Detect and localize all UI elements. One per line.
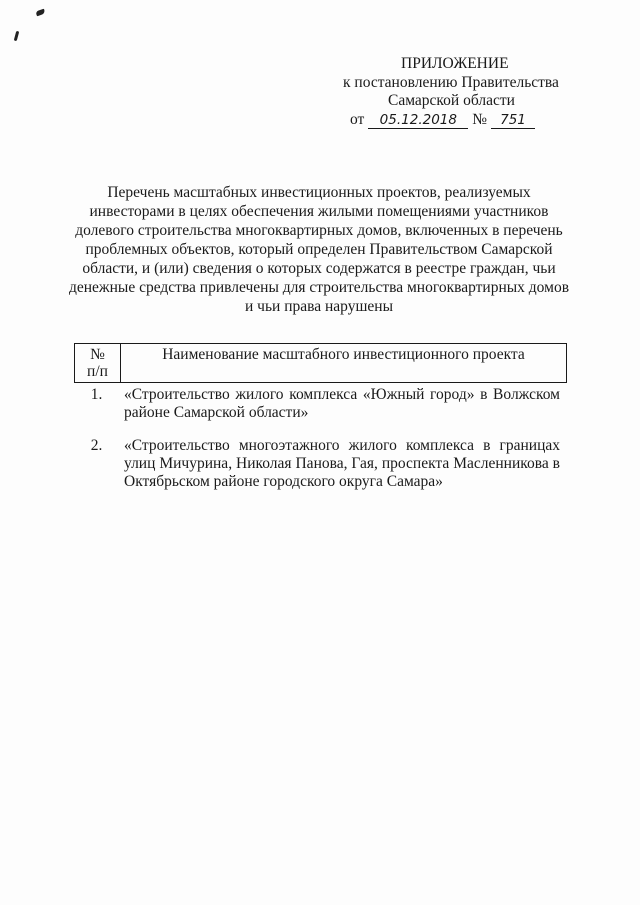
- title-line: денежные средства привлечены для строительства многоквартирных домов: [68, 279, 570, 296]
- header-number-cell: [75, 344, 121, 382]
- appendix-title: ПРИЛОЖЕНИЕ: [401, 55, 509, 72]
- table-header: [74, 343, 567, 383]
- appendix-date-line: [330, 111, 570, 130]
- date-prefix: от: [350, 110, 365, 128]
- title-line: инвесторами в целях обеспечения жилыми помещениями участников: [89, 203, 549, 220]
- appendix-region-line: Самарской области: [388, 92, 515, 109]
- scan-speck: [35, 9, 45, 17]
- row-project-name: «Строительство многоэтажного жилого комплекса в границах улиц Мичурина, Николая Панова, Гая, проспекта Масленникова в Октябрьском районе городского округа Самара»: [124, 437, 560, 490]
- row-number: 2.: [90, 437, 103, 454]
- title-line: долевого строительства многоквартирных домов, включенных в перечень: [75, 222, 563, 239]
- title-line: и чьи права нарушены: [245, 298, 393, 315]
- header-number-abbrev: п/п: [87, 363, 108, 380]
- scan-speck: [14, 31, 19, 41]
- table-row: [74, 437, 565, 491]
- number-handwritten: 751: [491, 113, 535, 129]
- table-row: [74, 386, 565, 422]
- row-project-name: «Строительство жилого комплекса «Южный город» в Волжском районе Самарской области»: [124, 386, 560, 421]
- header-number-symbol: №: [90, 346, 105, 363]
- header-name-cell: Наименование масштабного инвестиционного проекта: [162, 346, 525, 363]
- title-line: области, и (или) сведения о которых содержатся в реестре граждан, чьи: [82, 260, 556, 277]
- date-handwritten: 05.12.2018: [368, 113, 468, 129]
- row-number: 1.: [90, 386, 103, 403]
- number-prefix: №: [472, 110, 487, 128]
- document-title: [64, 183, 574, 316]
- title-line: Перечень масштабных инвестиционных проектов, реализуемых: [107, 184, 531, 201]
- appendix-header: [330, 55, 570, 129]
- appendix-resolution-line: к постановлению Правительства: [343, 73, 559, 91]
- title-line: проблемных объектов, который определен Правительством Самарской: [85, 241, 553, 258]
